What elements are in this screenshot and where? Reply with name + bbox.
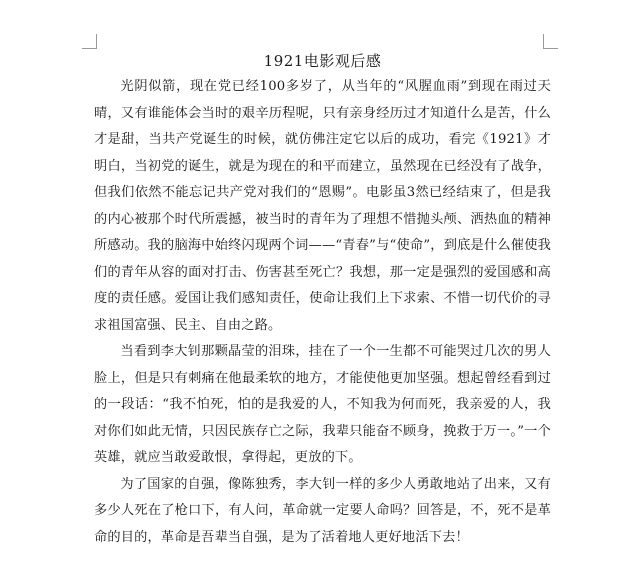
crop-mark-top-left bbox=[82, 34, 97, 49]
document-title: 1921电影观后感 bbox=[263, 52, 382, 70]
paragraph-1: 光阴似箭，现在党已经100多岁了，从当年的“风腥血雨”到现在雨过天晴，又有谁能体会当时的艰辛历程呢，只有亲身经历过才知道什么是苦，什么才是甜，当共产党诞生的时候，就仿佛注定它以后的成功，看完《1921》才明白，当初党的诞生，就是为现在的和平而建立，虽然现在已经没有了战争，但我们依然不能忘记共产党对我们的“恩赐”。电影虽3然已经结束了，但是我的内心被那个时代所震撼，被当时的青年为了理想不惜抛头颅、洒热血的精神所感动。我的脑海中始终闪现两个词——“青春”与“使命”，到底是什么催使我们的青年从容的面对打击、伤害甚至死亡？我想，那一定是强烈的爱国感和高度的责任感。爱国让我们感知责任，使命让我们上下求索、不惜一切代价的寻求祖国富强、民主、自由之路。 bbox=[94, 79, 551, 333]
paragraph-3: 为了国家的自强，像陈独秀，李大钊一样的多少人勇敢地站了出来，又有多少人死在了枪口下，有人问，革命就一定要人命吗？回答是，不，死不是革命的目的，革命是吾辈当自强，是为了活着地人更好地活下去！ bbox=[94, 476, 551, 545]
paragraph-2: 当看到李大钊那颗晶莹的泪珠，挂在了一个一生都不可能哭过几次的男人脸上，但是只有刺痛在他最柔软的地方，才能使他更加坚强。想起曾经看到过的一段话：“我不怕死，怕的是我爱的人，不知我为何而死，我亲爱的人，我对你们如此无情，只因民族存亡之际，我辈只能奋不顾身，挽救于万一。”一个英雄，就应当敢爱敢恨，拿得起，更放的下。 bbox=[94, 344, 551, 465]
document-body[interactable] bbox=[94, 50, 551, 551]
crop-mark-top-right bbox=[543, 34, 558, 49]
